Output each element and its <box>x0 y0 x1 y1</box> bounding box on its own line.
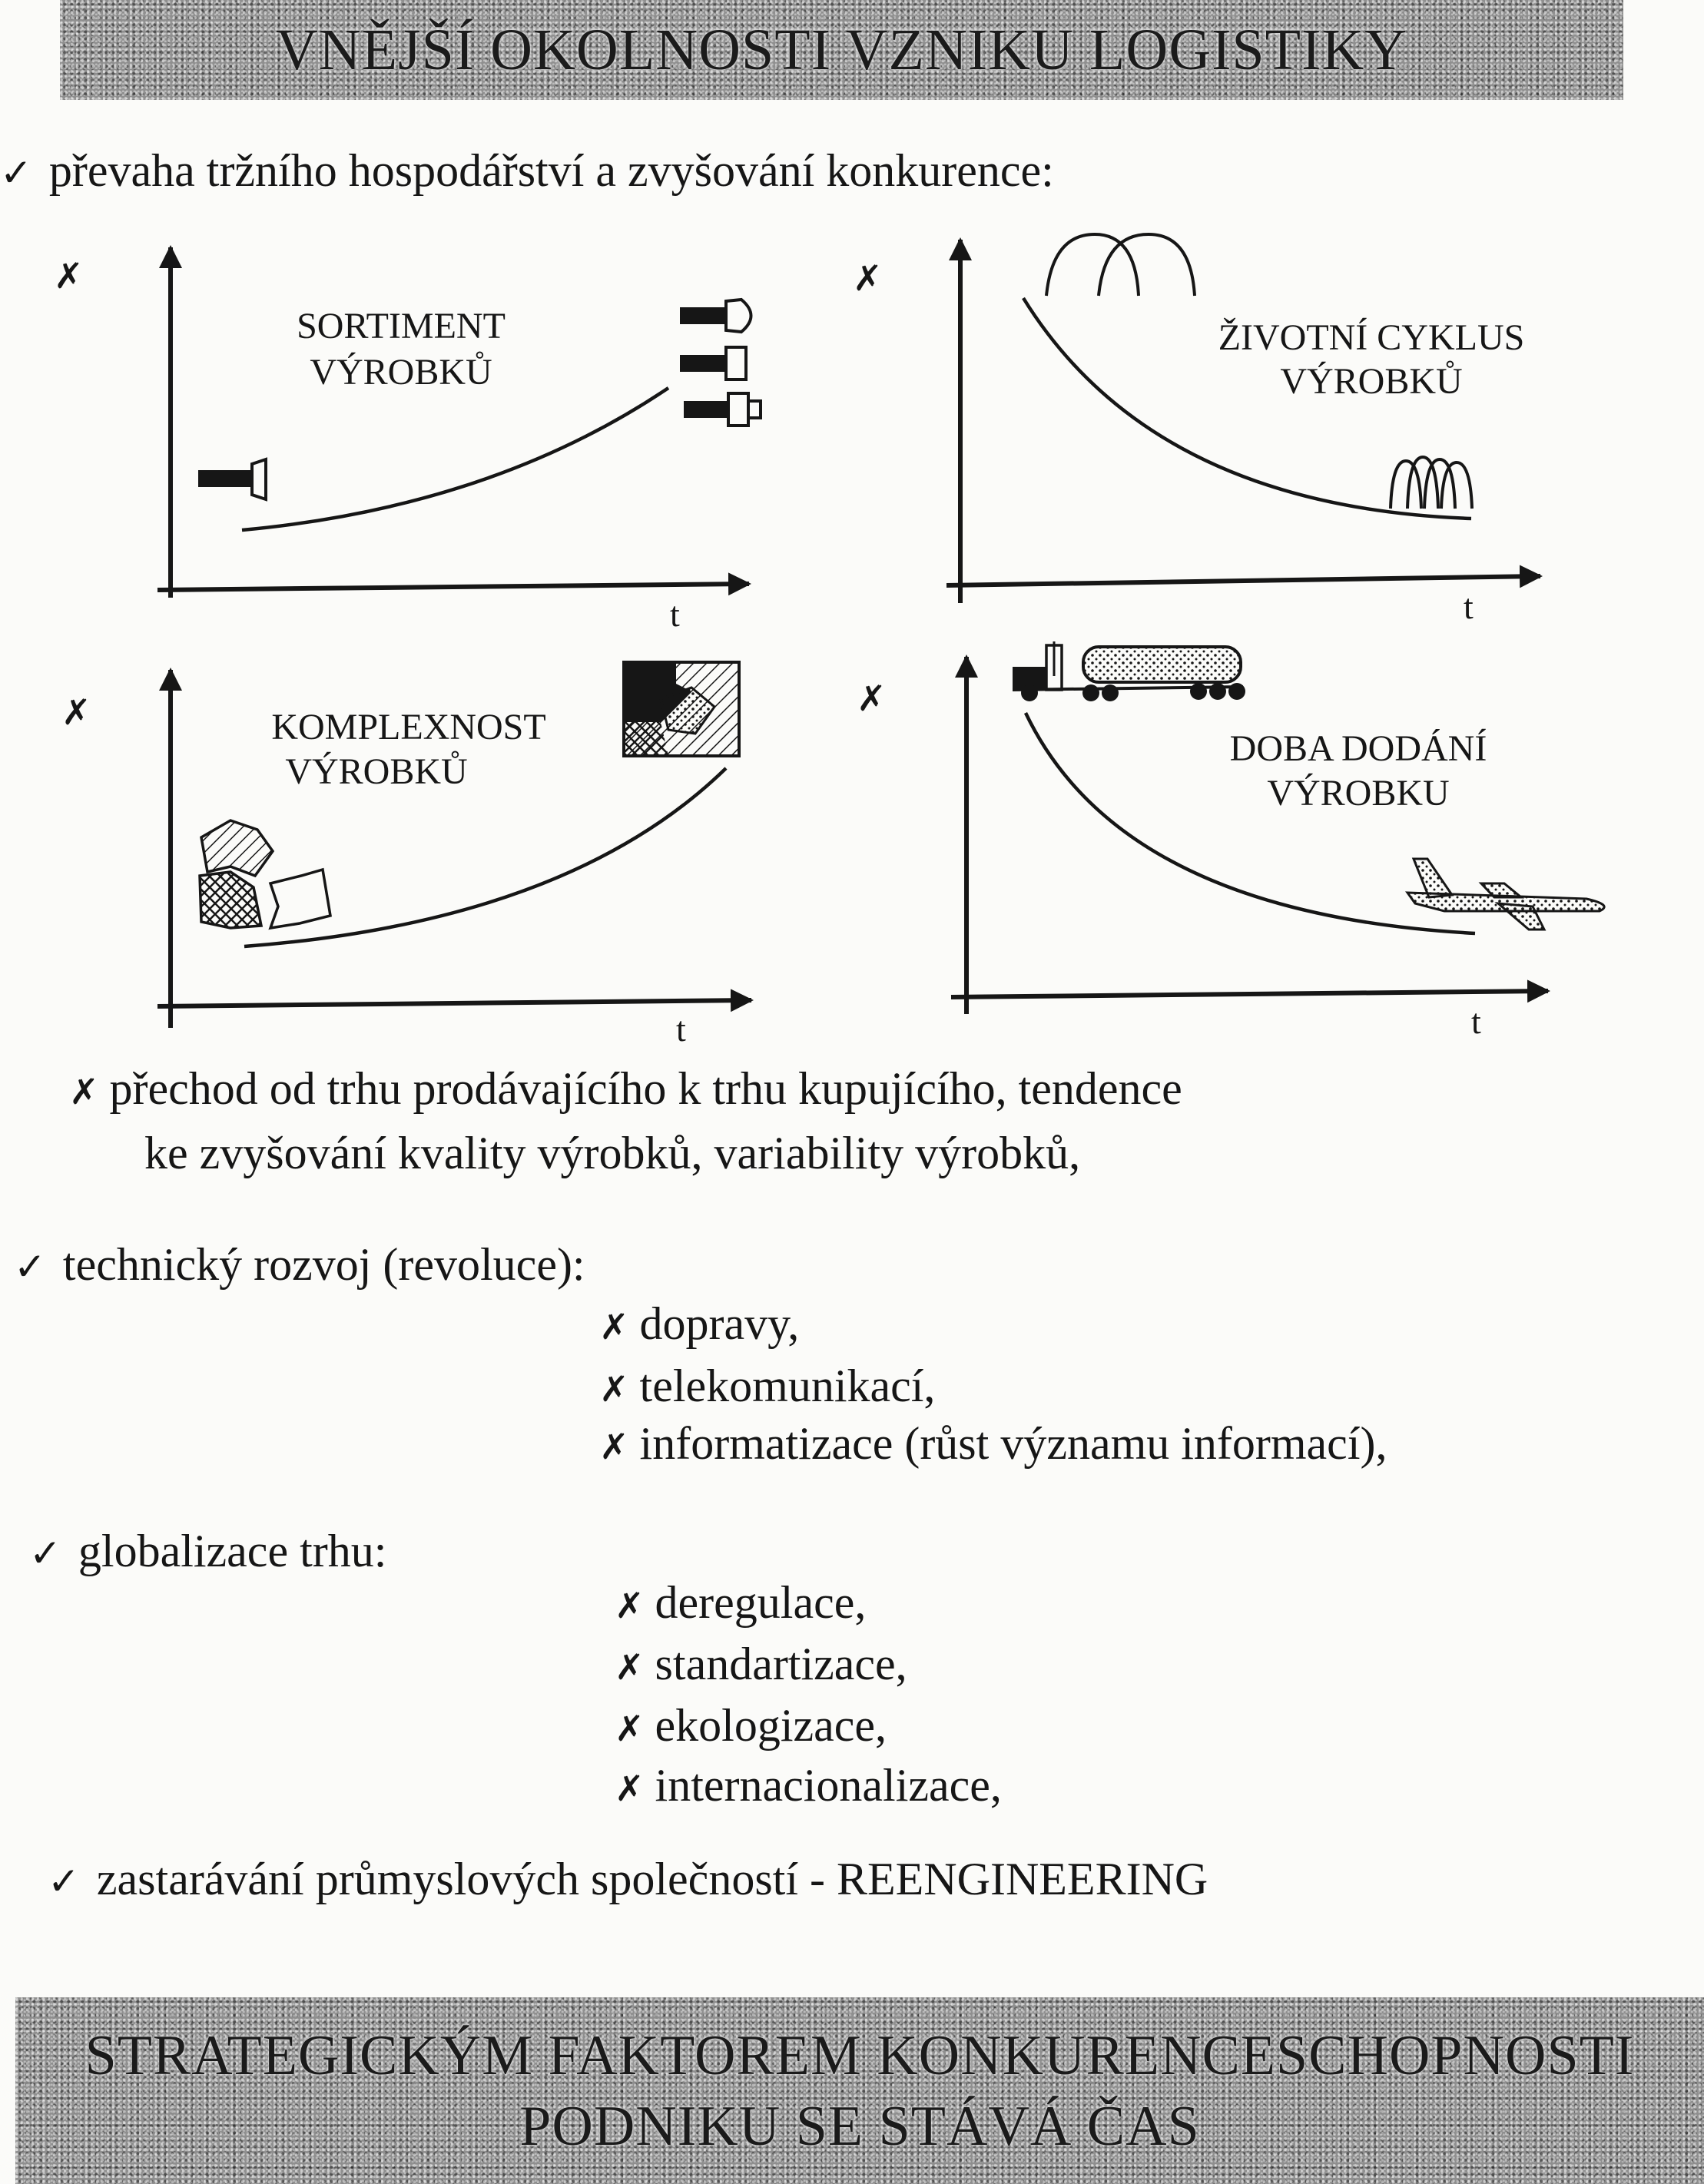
chart-complexity-title: KOMPLEXNOST <box>271 707 546 747</box>
cross-icon: ✗ <box>615 1768 645 1809</box>
chart-delivery-time-x-label: t <box>1471 1002 1481 1041</box>
chart-complexity-x-axis <box>157 1000 751 1006</box>
list-item-text: informatizace (růst významu informací), <box>639 1418 1387 1469</box>
list-item <box>615 1698 887 1756</box>
cross-icon: ✗ <box>615 1646 645 1688</box>
list-item <box>599 1358 935 1417</box>
cross-icon: ✗ <box>615 1708 645 1749</box>
page-title: VNĚJŠÍ OKOLNOSTI VZNIKU LOGISTIKY <box>275 17 1408 82</box>
charts-grid <box>0 0 1704 1075</box>
chart-life-cycle-y-mark: ✗ <box>853 257 883 299</box>
chart-life-cycle <box>853 234 1540 626</box>
puzzle-pieces-icon <box>200 820 330 928</box>
chart-complexity-x-label: t <box>676 1009 686 1049</box>
chart-assortment-subtitle: VÝROBKŮ <box>310 352 492 393</box>
list-item-text: telekomunikací, <box>639 1360 936 1411</box>
chart-assortment <box>54 247 761 634</box>
chart-complexity <box>61 662 751 1049</box>
chart-complexity-y-mark: ✗ <box>61 691 91 733</box>
chart-delivery-time-x-axis <box>951 991 1548 997</box>
check-icon: ✓ <box>48 1859 80 1904</box>
list-item <box>599 1416 1387 1474</box>
truck-icon <box>1013 641 1245 701</box>
chart-assortment-title: SORTIMENT <box>297 306 506 346</box>
assembled-puzzle-icon <box>624 662 739 756</box>
bullet-market-shift-text1: přechod od trhu prodávajícího k trhu kupujícího, tendence <box>109 1063 1182 1114</box>
chart-life-cycle-subtitle: VÝROBKŮ <box>1280 361 1463 402</box>
bullet-market-shift-text2: ke zvyšování kvality výrobků, variability výrobků, <box>144 1128 1081 1178</box>
bullet-market-shift-line2 <box>144 1125 1080 1181</box>
chart-delivery-time-title: DOBA DODÁNÍ <box>1229 728 1487 769</box>
cross-icon: ✗ <box>615 1585 645 1626</box>
cross-icon: ✗ <box>599 1426 629 1467</box>
chart-delivery-time-y-mark: ✗ <box>857 678 887 719</box>
life-cycle-wide-arcs-icon <box>1046 234 1195 296</box>
check-icon: ✓ <box>29 1531 61 1576</box>
section-market-globalization <box>29 1523 386 1581</box>
section-reengineering-text: zastarávání průmyslových společností - REENGINEERING <box>96 1854 1208 1904</box>
section-technical-development <box>14 1237 585 1294</box>
screw-single-icon <box>198 459 266 499</box>
section-reengineering <box>48 1851 1208 1909</box>
chart-complexity-subtitle: VÝROBKŮ <box>285 751 468 792</box>
chart-life-cycle-x-axis <box>946 576 1540 585</box>
life-cycle-narrow-arcs-icon <box>1391 457 1472 509</box>
list-item <box>599 1296 799 1354</box>
chart-assortment-x-axis <box>157 584 749 590</box>
chart-delivery-time <box>857 641 1604 1041</box>
cross-icon: ✗ <box>599 1306 629 1347</box>
footer-line2: PODNIKU SE STÁVÁ ČAS <box>519 2094 1200 2158</box>
chart-delivery-time-subtitle: VÝROBKU <box>1267 773 1450 814</box>
cross-icon: ✗ <box>599 1368 629 1410</box>
chart-assortment-y-mark: ✗ <box>54 255 84 297</box>
section-market-globalization-text: globalizace trhu: <box>78 1526 387 1576</box>
airplane-icon <box>1407 859 1604 930</box>
section-technical-development-text: technický rozvoj (revoluce): <box>62 1239 585 1290</box>
cross-icon: ✗ <box>69 1071 99 1112</box>
list-item-text: internacionalizace, <box>655 1760 1002 1811</box>
check-icon: ✓ <box>0 151 32 195</box>
list-item-text: ekologizace, <box>655 1700 887 1751</box>
list-item <box>615 1636 907 1695</box>
list-item-text: standartizace, <box>655 1639 907 1689</box>
footer-banner <box>15 1997 1704 2184</box>
check-icon: ✓ <box>14 1244 46 1289</box>
chart-life-cycle-title: ŽIVOTNÍ CYKLUS <box>1218 317 1525 358</box>
chart-life-cycle-x-label: t <box>1464 587 1474 626</box>
bullet-market-shift-line1 <box>69 1061 1182 1119</box>
screws-multiple-icon <box>680 300 761 426</box>
list-item <box>615 1758 1002 1816</box>
list-item-text: deregulace, <box>655 1577 867 1628</box>
chart-assortment-curve <box>242 388 668 530</box>
list-item-text: dopravy, <box>639 1298 800 1349</box>
section-market-economy-text: převaha tržního hospodářství a zvyšování konkurence: <box>48 145 1054 196</box>
chart-assortment-x-label: t <box>670 595 680 634</box>
list-item <box>615 1575 866 1633</box>
footer-line1: STRATEGICKÝM FAKTOREM KONKURENCESCHOPNOSTI <box>85 2023 1635 2087</box>
